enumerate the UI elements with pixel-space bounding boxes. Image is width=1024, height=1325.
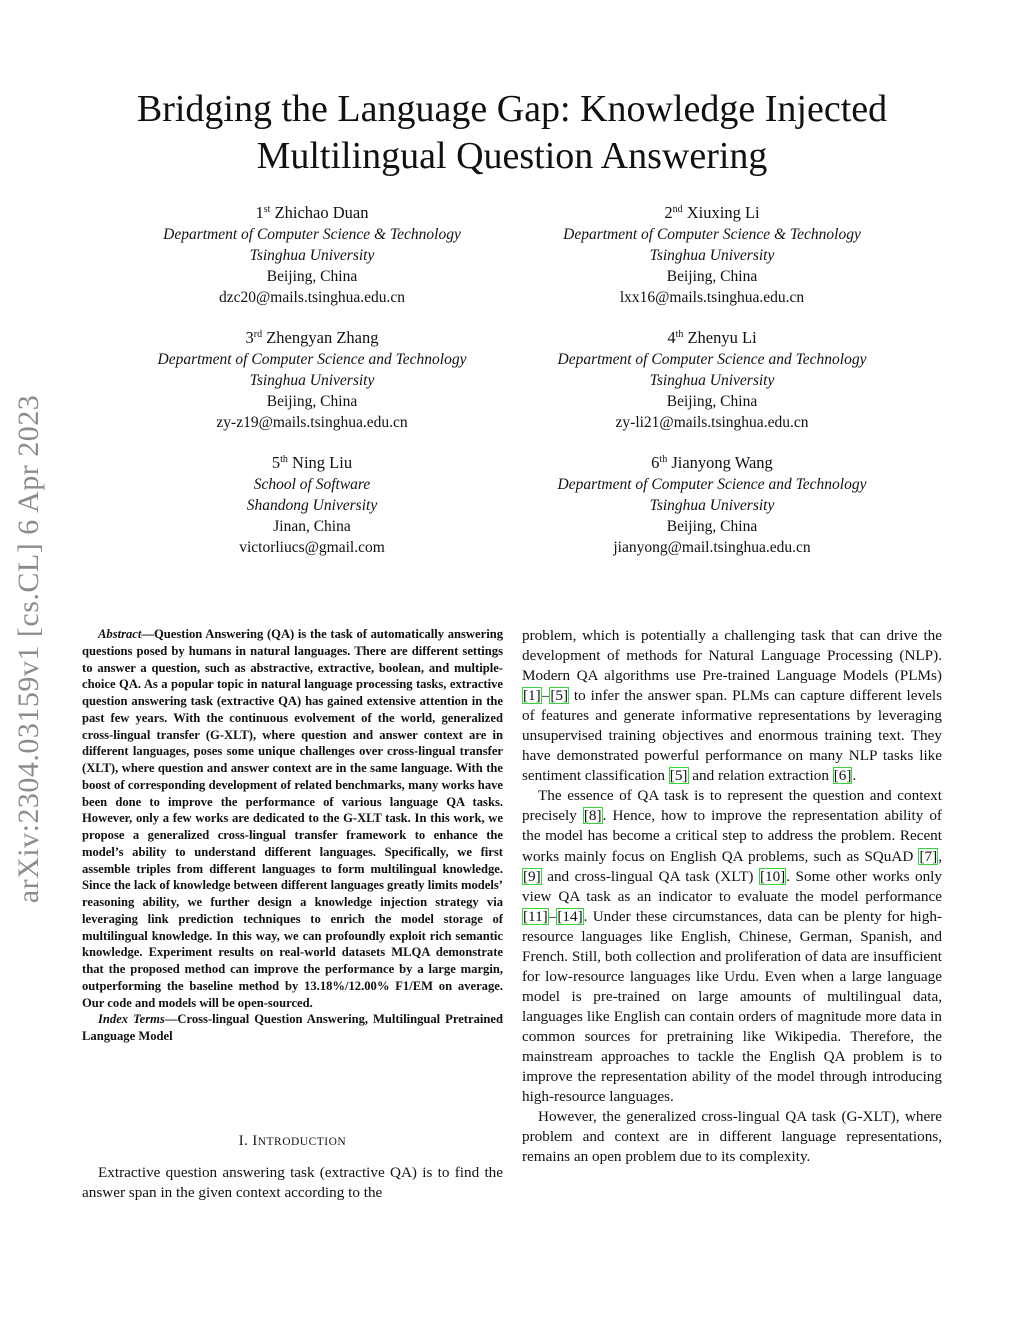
- paper-title: [60, 86, 964, 180]
- citation-link[interactable]: [10]: [759, 867, 786, 885]
- author-univ: Tsinghua University: [649, 497, 775, 514]
- author-univ: Shandong University: [246, 497, 378, 514]
- author-city: Beijing, China: [266, 268, 358, 285]
- author-name: Xiuxing Li: [686, 203, 760, 222]
- author-email[interactable]: zy-z19@mails.tsinghua.edu.cn: [216, 414, 408, 431]
- citation-link[interactable]: [6]: [833, 767, 852, 785]
- author-univ: Tsinghua University: [249, 372, 375, 389]
- author-name: Zhengyan Zhang: [266, 328, 379, 347]
- title-line-1: Bridging the Language Gap: Knowledge Injected: [136, 88, 888, 130]
- author-block-4: 4th Zhenyu Li Department of Computer Science and Technology Tsinghua University Beijing, China zy-li21@mails.tsinghua.edu.cn: [512, 327, 912, 433]
- author-univ: Tsinghua University: [649, 247, 775, 264]
- author-univ: Tsinghua University: [649, 372, 775, 389]
- title-line-2: Multilingual Question Answering: [256, 135, 768, 177]
- author-city: Jinan, China: [273, 518, 351, 535]
- author-block-2: 2nd Xiuxing Li Department of Computer Science & Technology Tsinghua University Beijing, China lxx16@mails.tsinghua.edu.cn: [512, 202, 912, 308]
- abstract-text: Question Answering (QA) is the task of automatically answering questions posed by humans in natural languages. There are different settings to answer a question, such as abstractive, extractive, boolean, and multiple-choice QA. As a popular topic in natural language processing tasks, extractive question answering task (extractive QA) has gained extensive attention in the past few years. With the continuous evolvement of the world, generalized cross-lingual transfer (G-XLT), where question and answer context are in different languages, poses some unique challenges over cross-lingual transfer (XLT), where question and answer context are in the same language. With the boost of corresponding development of related benchmarks, many works have been done to improve the performance of various language QA tasks. However, only a few works are dedicated to the G-XLT task. In this work, we propose a generalized cross-lingual transfer framework to enhance the model’s ability to understand different languages. Specifically, we first assemble triples from different languages to form multilingual knowledge. Since the lack of knowledge between different languages greatly limits models’ reasoning ability, we further design a knowledge injection strategy via leveraging link prediction techniques to enrich the model storage of multilingual knowledge. In this way, we can profoundly exploit rich semantic knowledge. Experiment results on real-world datasets MLQA demonstrate that the proposed method can improve the performance by a large margin, outperforming the baseline method by 13.18%/12.00% F1/EM on average. Our code and models will be open-sourced.: [82, 627, 503, 1010]
- arxiv-id: arXiv:2304.03159v1 [cs.CL] 6 Apr 2023: [12, 394, 46, 903]
- paragraph-3: However, the generalized cross-lingual QA task (G-XLT), where problem and context are in different language representations, remains an open problem due to its complexity.: [522, 1108, 942, 1166]
- author-name: Zhichao Duan: [274, 203, 369, 222]
- citation-link[interactable]: [8]: [583, 807, 602, 825]
- intro-right-column: [522, 626, 942, 1167]
- author-block-1: 1st Zhichao Duan Department of Computer Science & Technology Tsinghua University Beijing, China dzc20@mails.tsinghua.edu.cn: [112, 202, 512, 308]
- citation-link[interactable]: [5]: [669, 767, 688, 785]
- author-block-5: 5th Ning Liu School of Software Shandong University Jinan, China victorliucs@gmail.com: [112, 452, 512, 558]
- index-terms-label: Index Terms: [98, 1012, 165, 1027]
- author-name: Jianyong Wang: [671, 453, 773, 472]
- author-block-3: 3rd Zhengyan Zhang Department of Computer Science and Technology Tsinghua University Beijing, China zy-z19@mails.tsinghua.edu.cn: [112, 327, 512, 433]
- author-dept: Department of Computer Science & Technology: [563, 226, 861, 243]
- author-email[interactable]: jianyong@mail.tsinghua.edu.cn: [613, 539, 811, 556]
- author-email[interactable]: dzc20@mails.tsinghua.edu.cn: [218, 289, 406, 306]
- intro-paragraph-left: [82, 1163, 503, 1203]
- author-name: Zhenyu Li: [687, 328, 757, 347]
- section-heading-introduction: I. INTRODUCTION: [238, 1133, 347, 1149]
- citation-link[interactable]: [1]: [523, 687, 541, 705]
- citation-link[interactable]: [7]: [919, 847, 938, 865]
- citation-link[interactable]: [14]: [557, 907, 583, 925]
- abstract: Abstract—Question Answering (QA) is the task of automatically answering questions posed by humans in natural languages. There are different settings to answer a question, such as abstractive, extractive, boolean, and multiple-choice QA. As a popular topic in natural language processing tasks, extractive question answering task (extractive QA) has gained extensive attention in the past few years. With the continuous evolvement of the world, generalized cross-lingual transfer (G-XLT), where question and answer context are in different languages, poses some unique challenges over cross-lingual transfer (XLT), where question and answer context are in the same language. With the boost of corresponding development of related benchmarks, many works have been done to improve the performance of various language QA tasks. However, only a few works are dedicated to the G-XLT task. In this work, we propose a generalized cross-lingual transfer framework to enhance the model’s ability to understand different languages. Specifically, we first assemble triples from different languages to form multilingual knowledge. Since the lack of knowledge between different languages greatly limits models’ reasoning ability, we further design a knowledge injection strategy via leveraging link prediction techniques to enrich the model storage of multilingual knowledge. In this way, we can profoundly exploit rich semantic knowledge. Experiment results on real-world datasets MLQA demonstrate that the proposed method can improve the performance by a large margin, outperforming the baseline method by 13.18%/12.00% F1/EM on average. Our code and models will be open-sourced. Index Terms—Cross-lingual Question Answering, Multilingual Pretrained Language Model: [82, 627, 503, 1043]
- author-dept: Department of Computer Science and Technology: [557, 351, 867, 368]
- abstract-label: Abstract: [98, 627, 142, 641]
- author-email[interactable]: lxx16@mails.tsinghua.edu.cn: [619, 289, 805, 306]
- author-univ: Tsinghua University: [249, 247, 375, 264]
- author-dept: Department of Computer Science and Technology: [557, 476, 867, 493]
- author-city: Beijing, China: [666, 518, 758, 535]
- author-city: Beijing, China: [666, 393, 758, 410]
- author-dept: School of Software: [253, 476, 371, 493]
- paragraph-1: problem, which is potentially a challenging task that can drive the development of methods for Natural Language Processing (NLP). Modern QA algorithms use Pre-trained Language Models (PLMs) [1]–[5] to infer the answer span. PLMs can capture different levels of features and generate informative representations by leveraging unsupervised training objectives and enormous training text. They have demonstrated powerful performance on many NLP tasks like sentiment classification [5] and relation extraction [6].: [522, 627, 942, 785]
- author-city: Beijing, China: [666, 268, 758, 285]
- author-block-6: 6th Jianyong Wang Department of Computer Science and Technology Tsinghua University Beijing, China jianyong@mail.tsinghua.edu.cn: [512, 452, 912, 558]
- arxiv-watermark: [4, 366, 54, 931]
- author-email[interactable]: victorliucs@gmail.com: [239, 539, 385, 556]
- paragraph-2: The essence of QA task is to represent the question and context precisely [8]. Hence, how to improve the representation ability of the model has become a critical step to address the problem. Recent works mainly focus on English QA problems, such as SQuAD [7], [9] and cross-lingual QA task (XLT) [10]. Some other works only view QA task as an indicator to evaluate the model performance [11]–[14]. Under these circumstances, data can be plenty for high-resource languages like English, Chinese, German, Spanish, and French. Still, both collection and proliferation of data are insufficient for low-resource languages like Urdu. Even when a large language model is pre-trained on large amounts of multilingual data, languages like English can contain orders of magnitude more data in common sources for pretraining like Wikipedia. Therefore, the mainstream approaches to tackle the English QA problem is to improve the representation ability of the model through introducing high-resource languages.: [522, 787, 942, 1106]
- author-email[interactable]: zy-li21@mails.tsinghua.edu.cn: [615, 414, 809, 431]
- author-dept: Department of Computer Science and Technology: [157, 351, 467, 368]
- citation-link[interactable]: [5]: [550, 687, 569, 705]
- citation-link[interactable]: [11]: [523, 907, 548, 925]
- author-name: Ning Liu: [292, 453, 353, 472]
- intro-text: Extractive question answering task (extractive QA) is to find the answer span in the given context according to the: [82, 1164, 503, 1202]
- author-dept: Department of Computer Science & Technology: [163, 226, 461, 243]
- citation-link[interactable]: [9]: [523, 867, 541, 885]
- author-city: Beijing, China: [266, 393, 358, 410]
- index-terms-text: Cross-lingual Question Answering, Multilingual Pretrained Language Model: [82, 1012, 503, 1043]
